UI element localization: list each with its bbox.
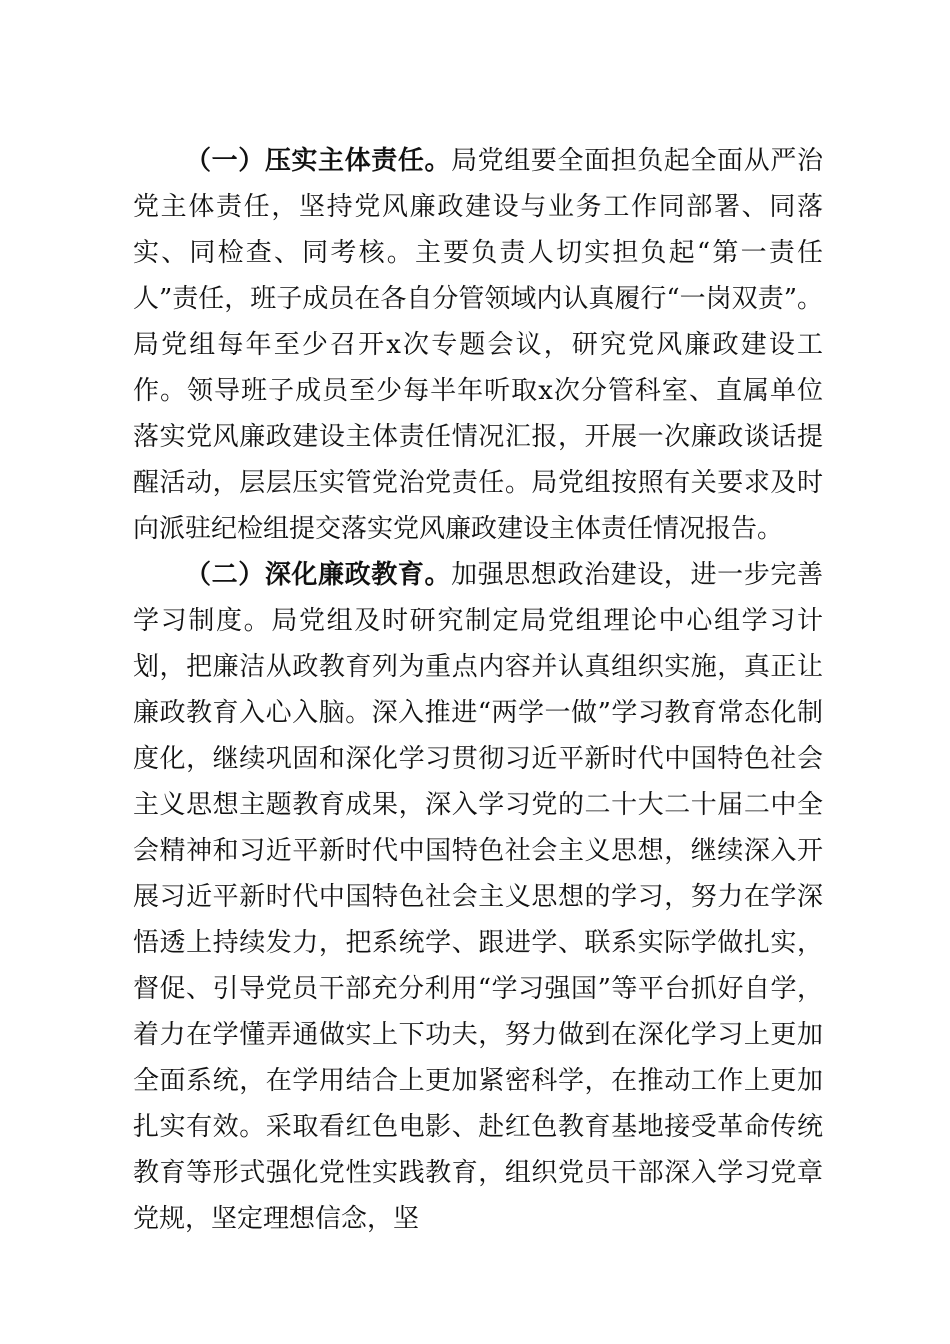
paragraph-2 [133, 552, 823, 1242]
paragraph-1 [133, 138, 823, 552]
paragraph-2-heading: （二）深化廉政教育。 [185, 560, 452, 590]
paragraph-1-text: 局党组要全面担负起全面从严治党主体责任，坚持党风廉政建设与业务工作同部署、同落实、同检查、同考核。主要负责人切实担负起“第一责任人”责任，班子成员在各自分管领域内认真履行“一岗双责”。局党组每年至少召开x次专题会议，研究党风廉政建设工作。领导班子成员至少每半年听取x次分管科室、直属单位落实党风廉政建设主体责任情况汇报，开展一次廉政谈话提醒活动，层层压实管党治党责任。局党组按照有关要求及时向派驻纪检组提交落实党风廉政建设主体责任情况报告。 [133, 146, 823, 544]
document-body [133, 138, 823, 1242]
paragraph-1-heading: （一）压实主体责任。 [185, 146, 452, 176]
paragraph-2-text: 加强思想政治建设，进一步完善学习制度。局党组及时研究制定局党组理论中心组学习计划，把廉洁从政教育列为重点内容并认真组织实施，真正让廉政教育入心入脑。深入推进“两学一做”学习教育常态化制度化，继续巩固和深化学习贯彻习近平新时代中国特色社会主义思想主题教育成果，深入学习党的二十大二十届二中全会精神和习近平新时代中国特色社会主义思想，继续深入开展习近平新时代中国特色社会主义思想的学习，努力在学深悟透上持续发力，把系统学、跟进学、联系实际学做扎实，督促、引导党员干部充分利用“学习强国”等平台抓好自学，着力在学懂弄通做实上下功夫，努力做到在深化学习上更加全面系统，在学用结合上更加紧密科学，在推动工作上更加扎实有效。采取看红色电影、赴红色教育基地接受革命传统教育等形式强化党性实践教育，组织党员干部深入学习党章党规，坚定理想信念，坚 [133, 560, 823, 1234]
